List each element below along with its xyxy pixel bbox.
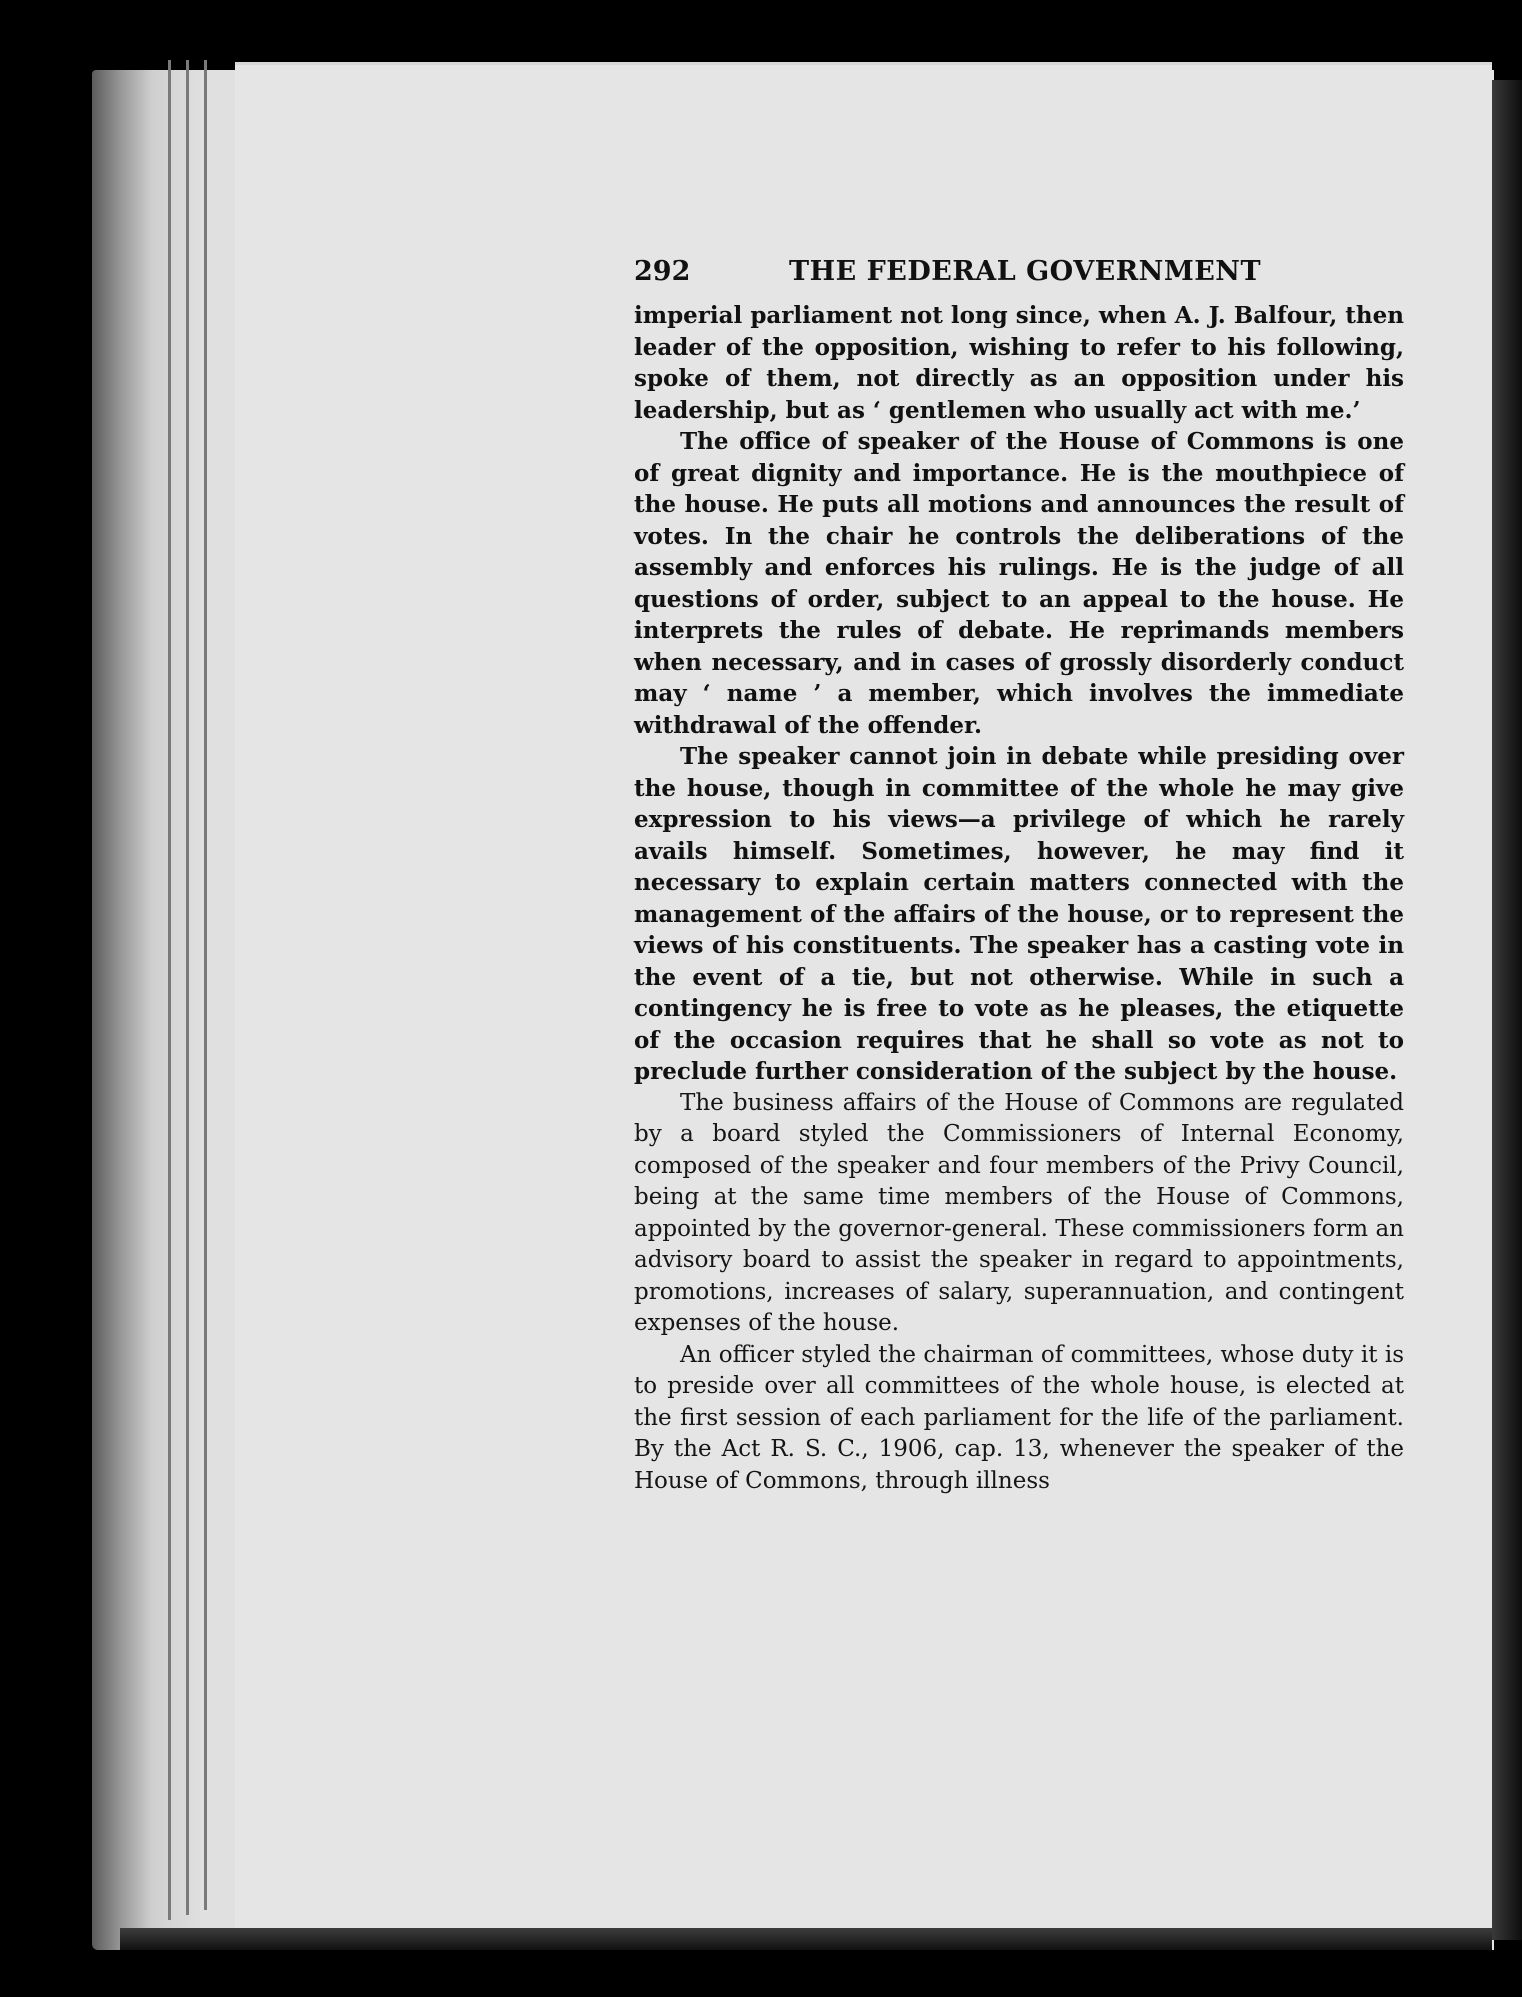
paragraph-chairman-committees: An officer styled the chairman of committees, whose duty it is to preside over all committees of the whole house, is elected at the first session of each parliament for the life of the parliament. By the Act R. S. C., 1906, cap. 13, whenever the speaker of the House of Commons, through illness — [634, 1341, 1404, 1494]
running-head-title: THE FEDERAL GOVERNMENT — [789, 256, 1262, 287]
right-binding-shadow — [1492, 80, 1522, 1940]
paragraph-speaker-debate: The speaker cannot join in debate while presiding over the house, though in committee of the whole he may give expression to his views—a privilege of which he rarely avails himself. Sometimes, however, he may find it necessary to explain certain matters connected with the management of the affairs of the house, or to represent the views of his constituents. The speaker has a casting vote in the event of a tie, but not otherwise. While in such a contingency he is free to vote as he pleases, the etiquette of the occasion requires that he shall so vote as not to preclude further consideration of the subject by the house. — [634, 743, 1404, 1085]
page-edge-line — [204, 60, 207, 1910]
running-head — [634, 256, 1404, 296]
page-edge-line — [168, 60, 171, 1920]
page-text-block — [634, 256, 1404, 1497]
paragraph-internal-economy: The business affairs of the House of Commons are regulated by a board styled the Commissioners of Internal Economy, composed of the speaker and four members of the Privy Council, being at the same time members of the House of Commons, appointed by the governor-general. These commissioners form an advisory board to assist the speaker in regard to appointments, promotions, increases of salary, superannuation, and contingent expenses of the house. — [634, 1089, 1404, 1336]
page-number: 292 — [634, 256, 691, 287]
paragraph-speaker-office: The office of speaker of the House of Commons is one of great dignity and importance. He is the mouthpiece of the house. He puts all motions and announces the result of votes. In the chair he controls the deliberations of the assembly and enforces his rulings. He is the judge of all questions of order, subject to an appeal to the house. He interprets the rules of debate. He reprimands members when necessary, and in cases of grossly disorderly conduct may ‘ name ’ a member, which involves the immediate withdrawal of the offender. — [634, 428, 1404, 739]
bottom-edge-shadow — [120, 1928, 1492, 1950]
page-edge-line — [186, 60, 189, 1915]
paragraph-continuation: imperial parliament not long since, when A. J. Balfour, then leader of the opposition, wishing to refer to his following, spoke of them, not directly as an opposition under his leadership, but as ‘ gentlemen who usually act with me.’ — [634, 302, 1404, 424]
